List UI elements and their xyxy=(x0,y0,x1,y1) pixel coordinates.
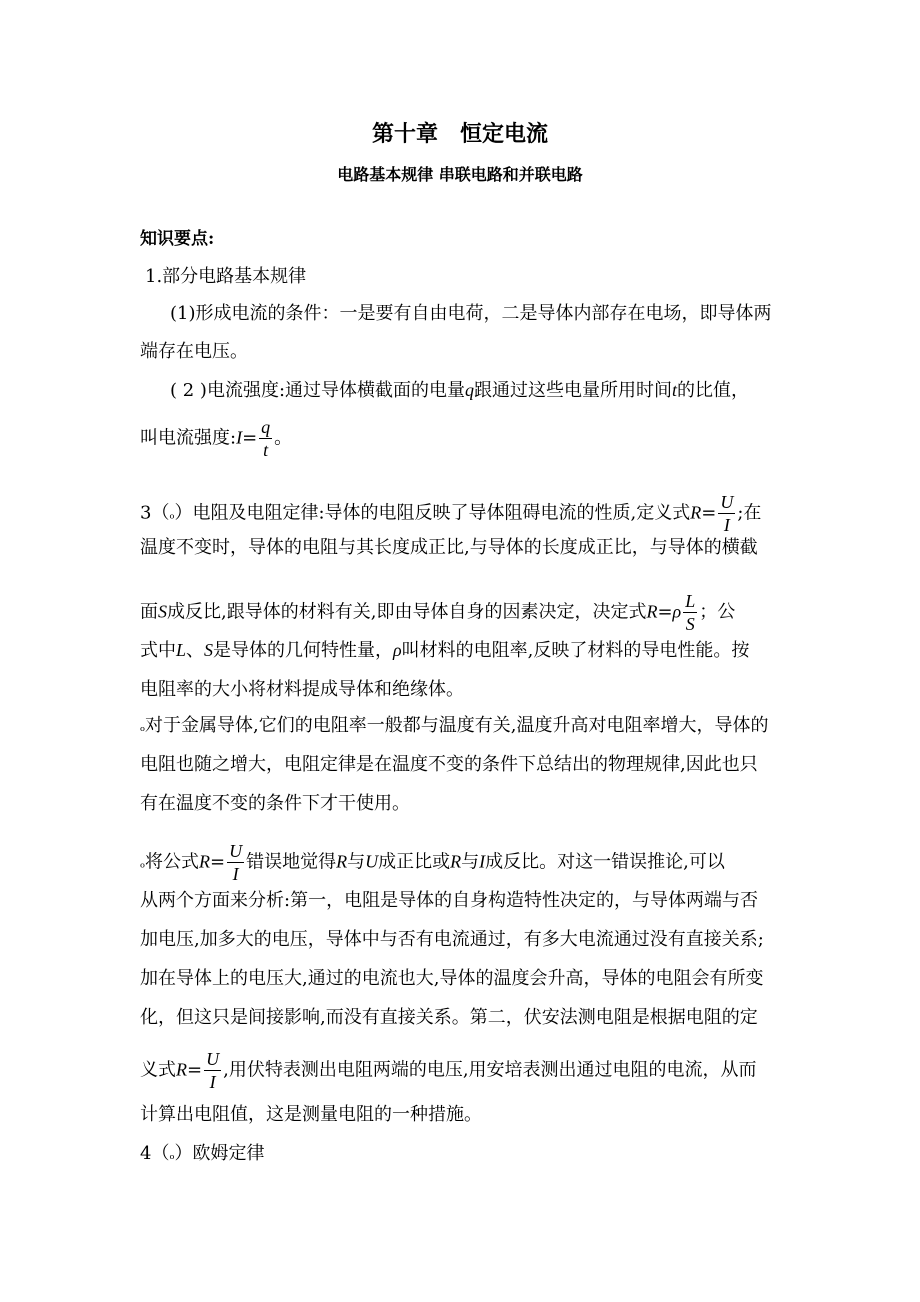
resistance-definition-fraction xyxy=(718,493,735,534)
section-subtitle: 电路基本规律 串联电路和并联电路 xyxy=(337,165,583,184)
p3-text-e: ；公 xyxy=(699,601,736,623)
p3-equals-2: = xyxy=(657,601,673,623)
p3-text-b: ;在 xyxy=(737,502,762,524)
paragraph-3-line-2: 温度不变时，导体的电阻与其长度成正比,与导体的长度成正比，与导体的横截 xyxy=(140,537,758,558)
paragraph-1-line-2: 端存在电压。 xyxy=(140,341,248,362)
p3-var-S: S xyxy=(158,601,167,622)
p2-text-d: 叫电流强度: xyxy=(140,427,237,449)
p3-mark: ₒ xyxy=(169,507,175,523)
sec4-mark: ₒ xyxy=(169,1148,175,1163)
p5-text-e: 与 xyxy=(461,851,480,873)
section-1-heading: 1.部分电路基本规律 xyxy=(145,266,307,287)
p2-var-q: q xyxy=(465,380,475,400)
p3-text-h: 是导体的几何特性量， xyxy=(213,640,394,661)
paragraph-5-line-4: 加在导体上的电压大,通过的电流也大,导体的温度会升高，导体的电阻会有所变 xyxy=(140,968,764,989)
p3-text-f: 式中 xyxy=(140,640,176,661)
p2-text-e: 。 xyxy=(274,427,293,449)
p2-equals: = xyxy=(242,427,258,449)
p2-text-b: 跟通过这些电量所用时间 xyxy=(474,380,673,401)
p2-var-I: I xyxy=(236,427,243,448)
section-4-heading xyxy=(140,1145,264,1163)
fraction-denominator: I xyxy=(723,515,730,535)
p3-text-d: 成反比,跟导体的材料有关,即由导体自身的因素决定，决定式 xyxy=(167,601,647,623)
p4-mark: ₒ xyxy=(140,720,146,735)
paragraph-5-line-3: 加电压,加多大的电压，导体中与否有电流通过，有多大电流通过没有直接关系; xyxy=(140,929,764,950)
paragraph-4-line-2: 电阻也随之增大，电阻定律是在温度不变的条件下总结出的物理规律,因此也只 xyxy=(140,754,758,775)
p3-var-R2: R xyxy=(646,601,658,622)
p2-text-a: ( 2 )电流强度:通过导体横截面的电量 xyxy=(170,380,466,401)
p3-text-c: 面 xyxy=(140,601,158,623)
p5-equals-2: = xyxy=(187,1059,203,1081)
fraction-numerator: L xyxy=(685,591,696,611)
current-fraction xyxy=(259,418,272,459)
paragraph-1-line-1: (1)形成电流的条件：一是要有自由电荷，二是导体内部存在电场，即导体两 xyxy=(170,303,772,324)
p3-var-S2: S xyxy=(204,640,214,660)
p5-equals: = xyxy=(210,851,226,873)
knowledge-heading: 知识要点: xyxy=(140,229,215,249)
p5-text-f: 成反比。对这一错误推论,可以 xyxy=(485,851,725,873)
paragraph-2-line-2 xyxy=(140,418,292,459)
p5-text-g: 义式 xyxy=(140,1059,176,1081)
p5-var-R2: R xyxy=(336,851,348,872)
p3-lead: 3（ xyxy=(140,502,170,524)
p3-var-R: R xyxy=(690,502,702,523)
paragraph-3-line-3 xyxy=(140,592,735,633)
p3-var-rho: ρ xyxy=(672,601,682,622)
paragraph-5-line-1 xyxy=(140,842,725,883)
fraction-numerator: U xyxy=(229,841,243,861)
p3-var-L: L xyxy=(176,640,187,660)
fraction-numerator: q xyxy=(261,417,271,437)
p5-var-R: R xyxy=(199,851,211,872)
p3-text-g: 、 xyxy=(186,640,205,661)
p5-var-I: I xyxy=(479,851,486,872)
fraction-denominator: I xyxy=(209,1072,216,1092)
p5-var-R4: R xyxy=(176,1059,187,1080)
p5-text-h: ,用伏特表测出电阻两端的电压,用安培表测出通过电阻的电流，从而 xyxy=(223,1059,757,1081)
paragraph-5-line-5: 化，但这只是间接影响,而没有直接关系。第二，伏安法测电阻是根据电阻的定 xyxy=(140,1007,758,1028)
p5-text-c: 与 xyxy=(347,851,366,873)
fraction-numerator: U xyxy=(720,492,734,512)
p2-var-t: t xyxy=(672,380,678,400)
resistance-law-fraction xyxy=(683,592,697,633)
p5-var-U: U xyxy=(365,851,379,872)
p2-text-c: 的比值， xyxy=(677,380,750,401)
paragraph-2-line-1 xyxy=(170,381,749,400)
p5-var-R3: R xyxy=(450,851,462,872)
paragraph-3-line-1 xyxy=(140,493,761,534)
p4-text-a: 对于金属导体,它们的电阻率一般都与温度有关,温度升高对电阻率增大，导体的 xyxy=(145,715,769,736)
p5-mark: ₒ xyxy=(140,856,146,872)
p3-equals: = xyxy=(701,502,717,524)
ohm-fraction-1 xyxy=(227,842,244,883)
p3-text-i: 叫材料的电阻率,反映了材料的导电性能。按 xyxy=(401,640,750,661)
paragraph-5-line-6 xyxy=(140,1050,757,1091)
p5-text-a: 将公式 xyxy=(145,851,200,873)
fraction-denominator: t xyxy=(263,440,269,460)
fraction-denominator: I xyxy=(232,864,239,884)
sec4-lead: 4（ xyxy=(140,1143,170,1164)
fraction-denominator: S xyxy=(685,614,695,634)
p5-text-b: 错误地觉得 xyxy=(246,851,337,873)
fraction-numerator: U xyxy=(206,1049,220,1069)
chapter-title: 第十章 恒定电流 xyxy=(371,121,548,147)
p3-text-a: ）电阻及电阻定律:导体的电阻反映了导体阻碍电流的性质,定义式 xyxy=(174,502,691,524)
p3-var-rho2: ρ xyxy=(393,640,402,660)
paragraph-3-line-4 xyxy=(140,641,749,660)
p5-text-d: 成正比或 xyxy=(378,851,451,873)
paragraph-4-line-3: 有在温度不变的条件下才干使用。 xyxy=(140,793,410,814)
paragraph-3-line-5: 电阻率的大小将材料提成导体和绝缘体。 xyxy=(140,679,464,700)
paragraph-4-line-1 xyxy=(140,717,768,735)
sec4-text: ）欧姆定律 xyxy=(174,1143,265,1164)
paragraph-5-line-7: 计算出电阻值，这是测量电阻的一种措施。 xyxy=(140,1104,482,1125)
paragraph-5-line-2: 从两个方面来分析:第一，电阻是导体的自身构造特性决定的，与导体两端与否 xyxy=(140,890,759,911)
ohm-fraction-2 xyxy=(204,1050,221,1091)
